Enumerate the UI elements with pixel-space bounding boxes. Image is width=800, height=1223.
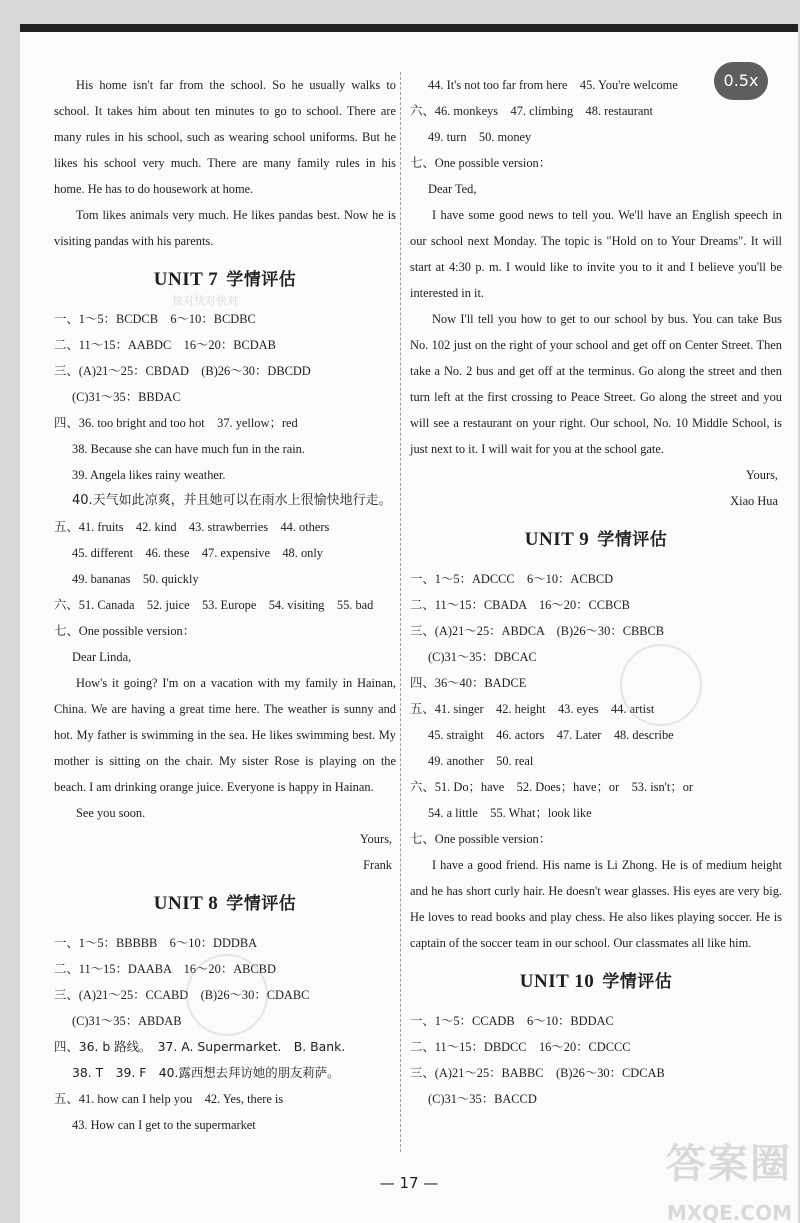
answer-line: 38. T 39. F 40.露西想去拜访她的朋友莉萨。 [72, 1065, 340, 1080]
answer-line: 四、36～40：BADCE [410, 676, 527, 690]
letter-signature: Xiao Hua [730, 494, 778, 508]
answer-line: 五、41. singer 42. height 43. eyes 44. artist [410, 702, 655, 716]
letter-signature: Frank [363, 858, 392, 872]
unit9-subtitle: 学情评估 [597, 530, 668, 550]
answer-line: 二、11～15：AABDC 16～20：BCDAB [54, 338, 276, 352]
intro-paragraph: Tom likes animals very much. He likes pandas best. Now he is visiting pandas with his parents. [54, 208, 396, 248]
unit7-subtitle: 学情评估 [226, 270, 297, 290]
page-number: — 17 — [379, 1174, 439, 1192]
letter-paragraph: I have some good news to tell you. We'll have an English speech in our school next Monday. The topic is "Hold on to Your Dreams". It will start at 4:30 p. m. I would like to invite you to it and I believe you'll be interested in it. [410, 208, 782, 300]
unit9-title: UNIT 9 [524, 529, 590, 550]
answer-line: 二、11～15：CBADA 16～20：CCBCB [410, 598, 630, 612]
watermark-url: MXQE.COM [666, 1201, 792, 1223]
essay-paragraph: I have a good friend. His name is Li Zhong. He is of medium height and he has short curly hair. He doesn't wear glasses. His eyes are very big. He loves to read books and play chess. He also likes playing soccer. He is captain of the soccer team in our school. Our classmates all like him. [410, 858, 782, 950]
letter-paragraph: Now I'll tell you how to get to our school by bus. You can take Bus No. 102 just on the right of your school and get off on Center Street. Then take a No. 2 bus and get off at the terminus. Go along the street and then turn left at the first crossing to Peace Street. Go along the street and you will see a restaurant on your right. Our school, No. 10 Middle School, is just next to it. I will wait for you at the school gate. [410, 312, 782, 456]
answer-line: 一、1～5：ADCCC 6～10：ACBCD [410, 572, 614, 586]
answer-line: 43. How can I get to the supermarket [72, 1118, 256, 1132]
answer-line: 五、41. how can I help you 42. Yes, there is [54, 1092, 284, 1106]
unit10-title: UNIT 10 [519, 971, 595, 992]
letter-body: How's it going? I'm on a vacation with my family in Hainan, China. We are having a great time here. The weather is sunny and hot. My father is swimming in the sea. He likes swimming best. My mother is sitting on the chair. My sister Rose is playing on the beach. I am drinking orange juice. Everyone is happy in Hainan. [54, 676, 396, 794]
watermark-circle [186, 954, 268, 1036]
answer-line: 一、1～5：BCDCB 6～10：BCDBC [54, 312, 256, 326]
answer-line: (C)31～35：BACCD [428, 1092, 537, 1106]
answer-line: 三、(A)21～25：ABDCA (B)26～30：CBBCB [410, 624, 665, 638]
answer-line: 一、1～5：CCADB 6～10：BDDAC [410, 1014, 614, 1028]
answer-line: 六、46. monkeys 47. climbing 48. restaurant [410, 104, 653, 118]
answer-line: 五、41. fruits 42. kind 43. strawberries 44. others [54, 520, 330, 534]
answer-line: 38. Because she can have much fun in the rain. [72, 442, 305, 456]
letter-sign-off: Yours, [359, 832, 392, 846]
unit7-title: UNIT 7 [153, 269, 219, 290]
answer-line: (C)31～35：DBCAC [428, 650, 537, 664]
answer-line: 49. bananas 50. quickly [72, 572, 199, 586]
answer-line: 54. a little 55. What；look like [428, 806, 592, 820]
answer-line: 45. different 46. these 47. expensive 48. only [72, 546, 323, 560]
answer-line: 二、11～15：DAABA 16～20：ABCBD [54, 962, 276, 976]
letter-sign-off: Yours, [745, 468, 778, 482]
answer-line: 39. Angela likes rainy weather. [72, 468, 226, 482]
right-column [410, 72, 782, 1112]
unit8-title: UNIT 8 [153, 893, 219, 914]
answer-line: 二、11～15：DBDCC 16～20：CDCCC [410, 1040, 631, 1054]
unit10-subtitle: 学情评估 [602, 972, 673, 992]
answer-line: 四、36. b 路线。 37. A. Supermarket. B. Bank. [54, 1039, 346, 1054]
answer-line: 三、(A)21～25：CCABD (B)26～30：CDABC [54, 988, 310, 1002]
answer-line: (C)31～35：ABDAB [72, 1014, 182, 1028]
letter-greeting: Dear Linda, [72, 650, 132, 664]
answer-line: 七、One possible version： [54, 624, 196, 638]
top-border [20, 24, 798, 32]
answer-line: (C)31～35：BBDAC [72, 390, 181, 404]
answer-line: 49. turn 50. money [428, 130, 532, 144]
answer-line: 七、One possible version： [410, 832, 552, 846]
answer-line: 七、One possible version： [410, 156, 552, 170]
watermark-circle [620, 644, 702, 726]
answer-line: 49. another 50. real [428, 754, 534, 768]
answer-line: 六、51. Do；have 52. Does；have；or 53. isn't；or [410, 780, 694, 794]
answer-line: 三、(A)21～25：CBDAD (B)26～30：DBCDD [54, 364, 311, 378]
column-divider [400, 72, 401, 1152]
watermark-stamp: 快对快对快对 [172, 294, 238, 307]
unit8-subtitle: 学情评估 [226, 894, 297, 914]
answer-line: 六、51. Canada 52. juice 53. Europe 54. visiting 55. bad [54, 598, 374, 612]
letter-closing: See you soon. [76, 806, 146, 820]
answer-page [20, 24, 798, 1223]
unit9-heading [410, 514, 782, 566]
answer-line: 四、36. too bright and too hot 37. yellow；red [54, 416, 298, 430]
unit10-heading [410, 956, 782, 1008]
intro-paragraph: His home isn't far from the school. So he usually walks to school. It takes him about ten minutes to go to school. There are many rules in his school, such as wearing school uniforms. But he likes his school very much. There are many family rules in his home. He has to do housework at home. [54, 78, 396, 196]
zoom-button[interactable]: 0.5x [714, 62, 768, 100]
unit8-heading [54, 878, 396, 930]
watermark-logo: 答案圈 [666, 1141, 792, 1187]
answer-line: 一、1～5：BBBBB 6～10：DDDBA [54, 936, 258, 950]
answer-line: 45. straight 46. actors 47. Later 48. describe [428, 728, 674, 742]
answer-line: 三、(A)21～25：BABBC (B)26～30：CDCAB [410, 1066, 665, 1080]
answer-line: 44. It's not too far from here 45. You're welcome [428, 78, 678, 92]
answer-line: 40.天气如此凉爽，并且她可以在雨水上很愉快地行走。 [72, 493, 392, 508]
letter-greeting: Dear Ted, [428, 182, 477, 196]
